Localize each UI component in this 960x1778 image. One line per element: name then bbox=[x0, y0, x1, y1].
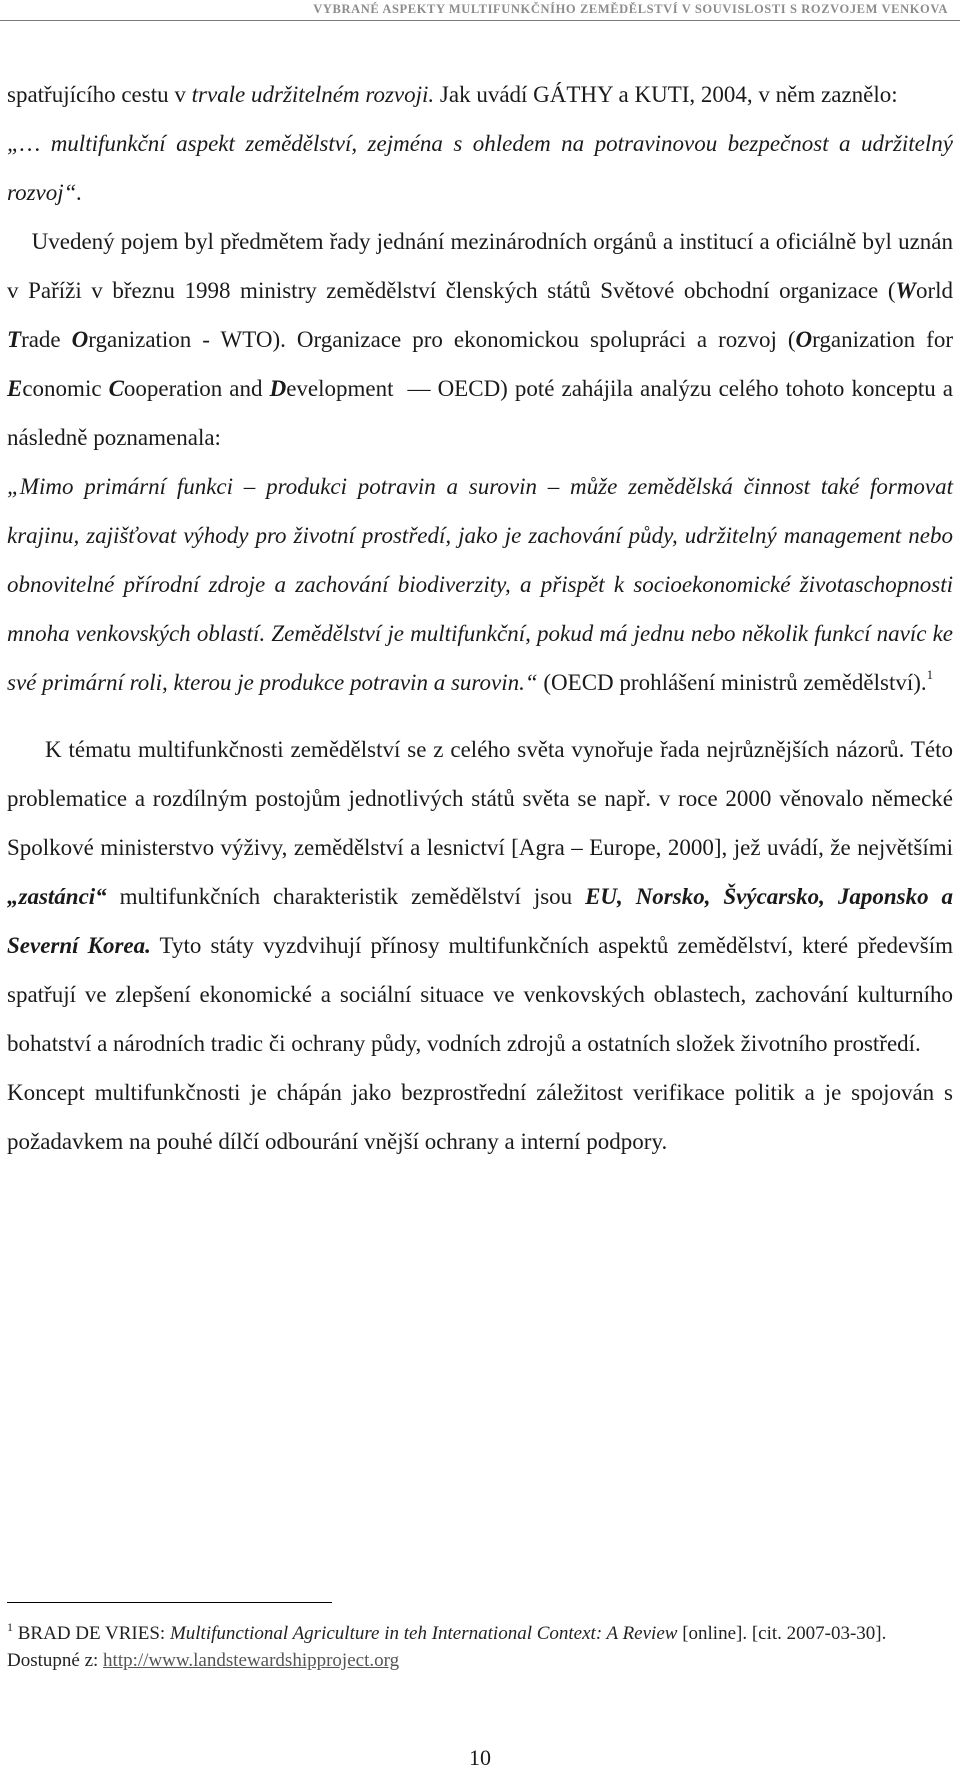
text: evelopment — OECD) poté zahájila analýzu celého tohoto konceptu a následně poznamenala: bbox=[7, 376, 959, 450]
spacer bbox=[7, 707, 953, 725]
footnote-author: BRAD DE VRIES: bbox=[13, 1623, 170, 1644]
emphasis: „zastánci“ bbox=[7, 884, 107, 909]
emphasis: trvale udržitelném rozvoji. bbox=[191, 82, 435, 107]
page-body bbox=[7, 70, 959, 1166]
initial: E bbox=[7, 376, 23, 401]
text: rade bbox=[21, 327, 72, 352]
page-number: 10 bbox=[469, 1745, 491, 1770]
quote-oecd bbox=[7, 462, 953, 707]
initial: C bbox=[108, 376, 124, 401]
quote-wto bbox=[7, 119, 953, 217]
paragraph-concept: Koncept multifunkčnosti je chápán jako bezprostřední záležitost verifikace politik a je spojován s požadavkem na pouhé dílčí odbourání vnější ochrany a interní podpory. bbox=[7, 1080, 953, 1154]
text: spatřujícího cestu v bbox=[7, 82, 192, 107]
paragraph-multifunctionality bbox=[7, 725, 953, 1068]
text: ooperation and bbox=[123, 376, 270, 401]
text: multifunkčních charakteristik zemědělství jsou bbox=[106, 884, 586, 909]
initial: O bbox=[71, 327, 89, 352]
text: conomic bbox=[22, 376, 109, 401]
quote-text: „… multifunkční aspekt zemědělství, zejména s ohledem na potravinovou bezpečnost a udržitelný rozvoj“. bbox=[7, 131, 953, 205]
text: orld bbox=[915, 278, 959, 303]
footnote-title: Multifunctional Agriculture in teh International Context: A Review bbox=[169, 1623, 678, 1644]
paragraph-intro bbox=[7, 70, 953, 119]
text: Jak uvádí GÁTHY a KUTI, 2004, v něm zaznělo: bbox=[434, 82, 898, 107]
initial: O bbox=[795, 327, 813, 352]
initial: W bbox=[895, 278, 916, 303]
initial: T bbox=[7, 327, 22, 352]
footnote-reference: 1 bbox=[926, 667, 934, 682]
text: Tyto státy vyzdvihují přínosy multifunkčních aspektů zemědělství, které především spatřují ve zlepšení ekonomické a sociální situace ve venkovských oblastech, zachování kulturního bohatství a národních tradic či ochrany půdy, vodních zdrojů a ostatních složek životního prostředí. bbox=[7, 933, 953, 1056]
running-header: VYBRANÉ ASPEKTY MULTIFUNKČNÍHO ZEMĚDĚLSTVÍ V SOUVISLOSTI S ROZVOJEM VENKOVA bbox=[313, 2, 948, 16]
text: rganization for bbox=[812, 327, 959, 352]
footnote bbox=[7, 1614, 953, 1674]
emphasis: EU, Norsko, Švýcarsko, Japonsko a Severní Korea. bbox=[7, 884, 953, 958]
paragraph-wto-oecd bbox=[7, 217, 959, 462]
quote-source: (OECD prohlášení ministrů zemědělství). bbox=[537, 670, 927, 695]
quote-text: „Mimo primární funkci – produkci potravin a surovin – může zemědělská činnost také formovat krajinu, zajišťovat výhody pro životní prostředí, jako je zachování půdy, udržitelný management nebo obnovitelné přírodní zdroje a zachování biodiverzity, a přispět k socioekonomické životaschopnosti mnoha venkovských oblastí. Zemědělství je multifunkční, pokud má jednu nebo několik funkcí navíc ke své primární roli, kterou je produkce potravin a surovin.“ bbox=[7, 474, 953, 695]
header-rule bbox=[0, 20, 960, 21]
footnote-text: [online]. [cit. 2007-03-30]. Dostupné z: bbox=[7, 1623, 887, 1671]
footnote-number: 1 bbox=[7, 1620, 13, 1634]
text: Uvedený pojem byl předmětem řady jednání mezinárodních orgánů a institucí a oficiálně byl uznán v Paříži v březnu 1998 ministry zemědělství členských států Světové obchodní organizace ( bbox=[7, 229, 959, 303]
text: K tématu multifunkčnosti zemědělství se z celého světa vynořuje řada nejrůznějších názorů. Této problematice a rozdílným postojům jednotlivých států světa se např. v roce 2000 věnovalo německé Spolkové ministerstvo výživy, zemědělství a lesnictví [Agra – Europe, 2000], jež uvádí, že největšími bbox=[7, 737, 953, 860]
footnote-rule bbox=[7, 1602, 332, 1603]
initial: D bbox=[269, 376, 287, 401]
footnote-link[interactable]: http://www.landstewardshipproject.org bbox=[103, 1650, 400, 1671]
text: rganization - WTO). Organizace pro ekonomickou spolupráci a rozvoj ( bbox=[88, 327, 796, 352]
